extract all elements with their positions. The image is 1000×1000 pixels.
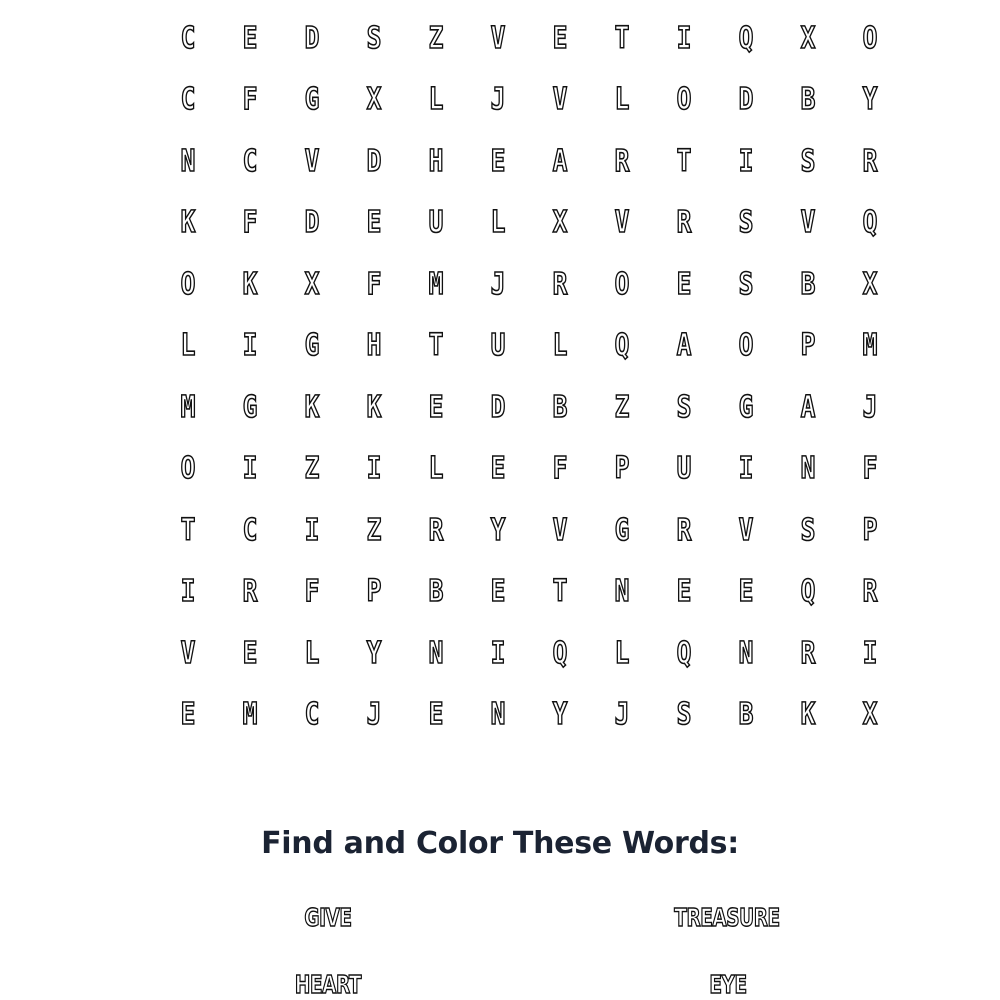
grid-letter[interactable]: I	[738, 143, 754, 179]
grid-letter[interactable]: F	[242, 82, 258, 118]
grid-letter[interactable]: S	[676, 697, 692, 733]
grid-letter[interactable]: F	[552, 451, 568, 487]
grid-letter[interactable]: V	[800, 205, 816, 241]
grid-letter[interactable]: J	[614, 697, 630, 733]
grid-letter[interactable]: I	[490, 635, 506, 671]
grid-letter[interactable]: G	[304, 82, 320, 118]
grid-letter[interactable]: E	[738, 574, 754, 610]
grid-letter[interactable]: C	[180, 20, 196, 56]
grid-letter[interactable]: R	[242, 574, 258, 610]
grid-letter[interactable]: Z	[304, 451, 320, 487]
grid-letter[interactable]: X	[366, 82, 382, 118]
grid-letter[interactable]: T	[552, 574, 568, 610]
grid-letter[interactable]: B	[552, 389, 568, 425]
grid-letter[interactable]: I	[862, 635, 878, 671]
grid-letter[interactable]: J	[490, 266, 506, 302]
grid-letter[interactable]: R	[800, 635, 816, 671]
grid-letter[interactable]: F	[304, 574, 320, 610]
grid-letter[interactable]: S	[738, 266, 754, 302]
grid-letter[interactable]: I	[676, 20, 692, 56]
grid-letter[interactable]: K	[800, 697, 816, 733]
grid-letter[interactable]: Q	[552, 635, 568, 671]
grid-letter[interactable]: B	[800, 266, 816, 302]
grid-letter[interactable]: E	[366, 205, 382, 241]
grid-letter[interactable]: J	[366, 697, 382, 733]
grid-letter[interactable]: N	[800, 451, 816, 487]
grid-letter[interactable]: R	[676, 512, 692, 548]
grid-letter[interactable]: C	[180, 82, 196, 118]
grid-letter[interactable]: V	[552, 512, 568, 548]
grid-letter[interactable]: V	[180, 635, 196, 671]
grid-letter[interactable]: U	[490, 328, 506, 364]
grid-letter[interactable]: P	[800, 328, 816, 364]
grid-letter[interactable]: V	[614, 205, 630, 241]
grid-letter[interactable]: D	[304, 205, 320, 241]
grid-letter[interactable]: X	[800, 20, 816, 56]
grid-letter[interactable]: L	[304, 635, 320, 671]
grid-letter[interactable]: X	[552, 205, 568, 241]
grid-letter[interactable]: R	[862, 143, 878, 179]
grid-letter[interactable]: G	[738, 389, 754, 425]
grid-letter[interactable]: R	[862, 574, 878, 610]
grid-letter[interactable]: Z	[428, 20, 444, 56]
grid-letter[interactable]: G	[242, 389, 258, 425]
grid-letter[interactable]: F	[366, 266, 382, 302]
grid-letter[interactable]: E	[428, 697, 444, 733]
grid-letter[interactable]: I	[738, 451, 754, 487]
grid-letter[interactable]: E	[490, 574, 506, 610]
grid-letter[interactable]: L	[614, 82, 630, 118]
grid-letter[interactable]: Q	[862, 205, 878, 241]
grid-letter[interactable]: N	[428, 635, 444, 671]
grid-letter[interactable]: S	[738, 205, 754, 241]
grid-letter[interactable]: F	[862, 451, 878, 487]
grid-letter[interactable]: Y	[366, 635, 382, 671]
grid-letter[interactable]: J	[490, 82, 506, 118]
word-list-item: EYE	[709, 970, 747, 999]
grid-letter[interactable]: C	[304, 697, 320, 733]
grid-letter[interactable]: U	[428, 205, 444, 241]
grid-letter[interactable]: X	[862, 697, 878, 733]
grid-letter[interactable]: E	[242, 20, 258, 56]
word-list-item: TREASURE	[674, 903, 780, 932]
grid-letter[interactable]: B	[738, 697, 754, 733]
grid-letter[interactable]: I	[304, 512, 320, 548]
word-list-heading: Find and Color These Words:	[261, 826, 739, 861]
grid-letter[interactable]: I	[366, 451, 382, 487]
grid-letter[interactable]: C	[242, 143, 258, 179]
grid-letter[interactable]: C	[242, 512, 258, 548]
grid-letter[interactable]: G	[304, 328, 320, 364]
grid-letter[interactable]: E	[180, 697, 196, 733]
grid-letter[interactable]: S	[676, 389, 692, 425]
grid-letter[interactable]: N	[614, 574, 630, 610]
grid-letter[interactable]: D	[738, 82, 754, 118]
grid-letter[interactable]: S	[800, 143, 816, 179]
grid-letter[interactable]: P	[614, 451, 630, 487]
grid-letter[interactable]: T	[428, 328, 444, 364]
grid-letter[interactable]: N	[180, 143, 196, 179]
grid-letter[interactable]: L	[428, 451, 444, 487]
grid-letter[interactable]: L	[180, 328, 196, 364]
grid-letter[interactable]: B	[428, 574, 444, 610]
grid-letter[interactable]: V	[304, 143, 320, 179]
grid-letter[interactable]: K	[304, 389, 320, 425]
grid-letter[interactable]: E	[490, 451, 506, 487]
grid-letter[interactable]: Y	[552, 697, 568, 733]
grid-letter[interactable]: P	[366, 574, 382, 610]
grid-letter[interactable]: I	[242, 451, 258, 487]
grid-letter[interactable]: F	[242, 205, 258, 241]
grid-letter[interactable]: J	[862, 389, 878, 425]
grid-letter[interactable]: K	[366, 389, 382, 425]
grid-letter[interactable]: D	[366, 143, 382, 179]
grid-letter[interactable]: U	[676, 451, 692, 487]
grid-letter[interactable]: K	[242, 266, 258, 302]
grid-letter[interactable]: E	[676, 266, 692, 302]
grid-letter[interactable]: E	[490, 143, 506, 179]
grid-letter[interactable]: E	[676, 574, 692, 610]
word-list-item: GIVE	[304, 903, 352, 932]
grid-letter[interactable]: Q	[800, 574, 816, 610]
grid-letter[interactable]: H	[428, 143, 444, 179]
word-search-grid	[157, 8, 901, 746]
grid-letter[interactable]: O	[738, 328, 754, 364]
grid-letter[interactable]: L	[428, 82, 444, 118]
grid-letter[interactable]: O	[676, 82, 692, 118]
grid-letter[interactable]: O	[862, 20, 878, 56]
grid-letter[interactable]: D	[490, 389, 506, 425]
grid-letter[interactable]: Y	[490, 512, 506, 548]
grid-letter[interactable]: L	[552, 328, 568, 364]
grid-letter[interactable]: E	[428, 389, 444, 425]
grid-letter[interactable]: S	[366, 20, 382, 56]
grid-letter[interactable]: M	[242, 697, 258, 733]
grid-letter[interactable]: I	[180, 574, 196, 610]
grid-letter[interactable]: V	[490, 20, 506, 56]
grid-letter[interactable]: G	[614, 512, 630, 548]
grid-letter[interactable]: L	[490, 205, 506, 241]
grid-letter[interactable]: S	[800, 512, 816, 548]
grid-letter[interactable]: I	[242, 328, 258, 364]
grid-letter[interactable]: V	[552, 82, 568, 118]
grid-letter[interactable]: V	[738, 512, 754, 548]
grid-letter[interactable]: R	[676, 205, 692, 241]
grid-letter[interactable]: T	[180, 512, 196, 548]
grid-letter[interactable]: K	[180, 205, 196, 241]
grid-letter[interactable]: A	[552, 143, 568, 179]
grid-letter[interactable]: T	[614, 20, 630, 56]
grid-letter[interactable]: L	[614, 635, 630, 671]
grid-letter[interactable]: D	[304, 20, 320, 56]
grid-letter[interactable]: X	[862, 266, 878, 302]
grid-letter[interactable]: M	[428, 266, 444, 302]
word-list-item: HEART	[294, 970, 362, 999]
grid-letter[interactable]: A	[800, 389, 816, 425]
grid-letter[interactable]: B	[800, 82, 816, 118]
grid-letter[interactable]: E	[242, 635, 258, 671]
grid-letter[interactable]: Z	[614, 389, 630, 425]
grid-letter[interactable]: Q	[738, 20, 754, 56]
grid-letter[interactable]: N	[738, 635, 754, 671]
grid-letter[interactable]: H	[366, 328, 382, 364]
grid-letter[interactable]: Z	[366, 512, 382, 548]
grid-letter[interactable]: R	[428, 512, 444, 548]
grid-letter[interactable]: A	[676, 328, 692, 364]
grid-letter[interactable]: O	[180, 451, 196, 487]
grid-letter[interactable]: R	[552, 266, 568, 302]
grid-letter[interactable]: P	[862, 512, 878, 548]
grid-letter[interactable]: E	[552, 20, 568, 56]
grid-letter[interactable]: X	[304, 266, 320, 302]
grid-letter[interactable]: O	[614, 266, 630, 302]
grid-letter[interactable]: N	[490, 697, 506, 733]
grid-letter[interactable]: Q	[676, 635, 692, 671]
grid-letter[interactable]: T	[676, 143, 692, 179]
grid-letter[interactable]: R	[614, 143, 630, 179]
grid-letter[interactable]: M	[180, 389, 196, 425]
grid-letter[interactable]: M	[862, 328, 878, 364]
grid-letter[interactable]: Y	[862, 82, 878, 118]
grid-letter[interactable]: Q	[614, 328, 630, 364]
grid-letter[interactable]: O	[180, 266, 196, 302]
